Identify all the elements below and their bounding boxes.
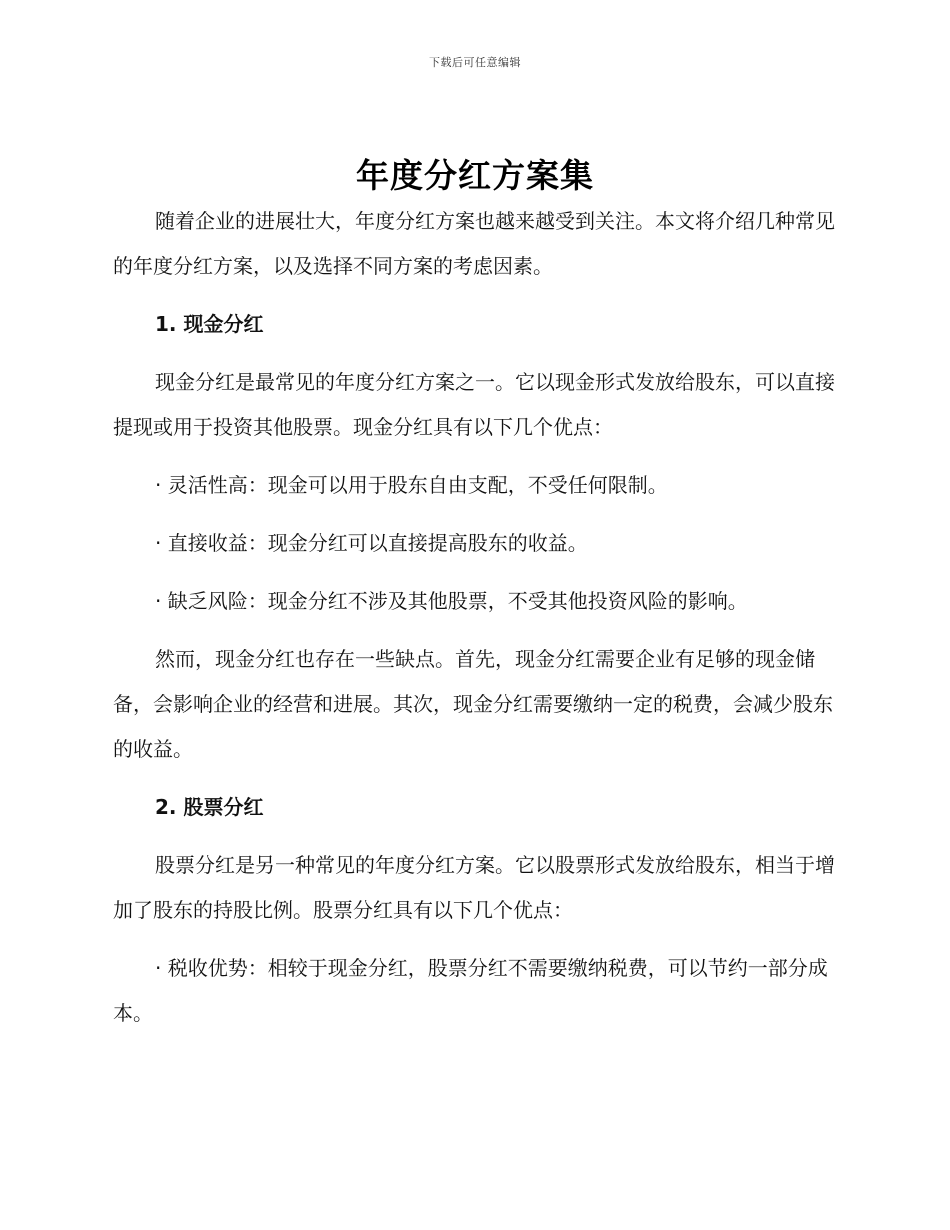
document-title: 年度分红方案集 bbox=[356, 156, 594, 195]
document-body bbox=[113, 199, 835, 1036]
stock-dividend-bullet-tax: · 税收优势：相较于现金分红，股票分红不需要缴纳税费，可以节约一部分成本。 bbox=[113, 956, 828, 1025]
cash-dividend-bullet-risk: · 缺乏风险：现金分红不涉及其他股票，不受其他投资风险的影响。 bbox=[155, 589, 748, 613]
section-heading-cash-dividend: 1. 现金分红 bbox=[155, 312, 264, 336]
cash-dividend-bullet-flexibility: · 灵活性高：现金可以用于股东自由支配，不受任何限制。 bbox=[155, 473, 668, 497]
section-heading-stock-dividend: 2. 股票分红 bbox=[155, 795, 264, 819]
cash-dividend-drawbacks-paragraph: 然而，现金分红也存在一些缺点。首先，现金分红需要企业有足够的现金储备，会影响企业的经营和进展。其次，现金分红需要缴纳一定的税费，会减少股东的收益。 bbox=[113, 647, 833, 761]
cash-dividend-paragraph: 现金分红是最常见的年度分红方案之一。它以现金形式发放给股东，可以直接提现或用于投资其他股票。现金分红具有以下几个优点： bbox=[113, 370, 835, 439]
page-header-note: 下载后可任意编辑 bbox=[429, 56, 521, 69]
stock-dividend-paragraph: 股票分红是另一种常见的年度分红方案。它以股票形式发放给股东，相当于增加了股东的持股比例。股票分红具有以下几个优点： bbox=[113, 853, 835, 922]
intro-paragraph: 随着企业的进展壮大，年度分红方案也越来越受到关注。本文将介绍几种常见的年度分红方案，以及选择不同方案的考虑因素。 bbox=[113, 209, 835, 278]
cash-dividend-bullet-direct-income: · 直接收益：现金分红可以直接提高股东的收益。 bbox=[155, 531, 588, 555]
